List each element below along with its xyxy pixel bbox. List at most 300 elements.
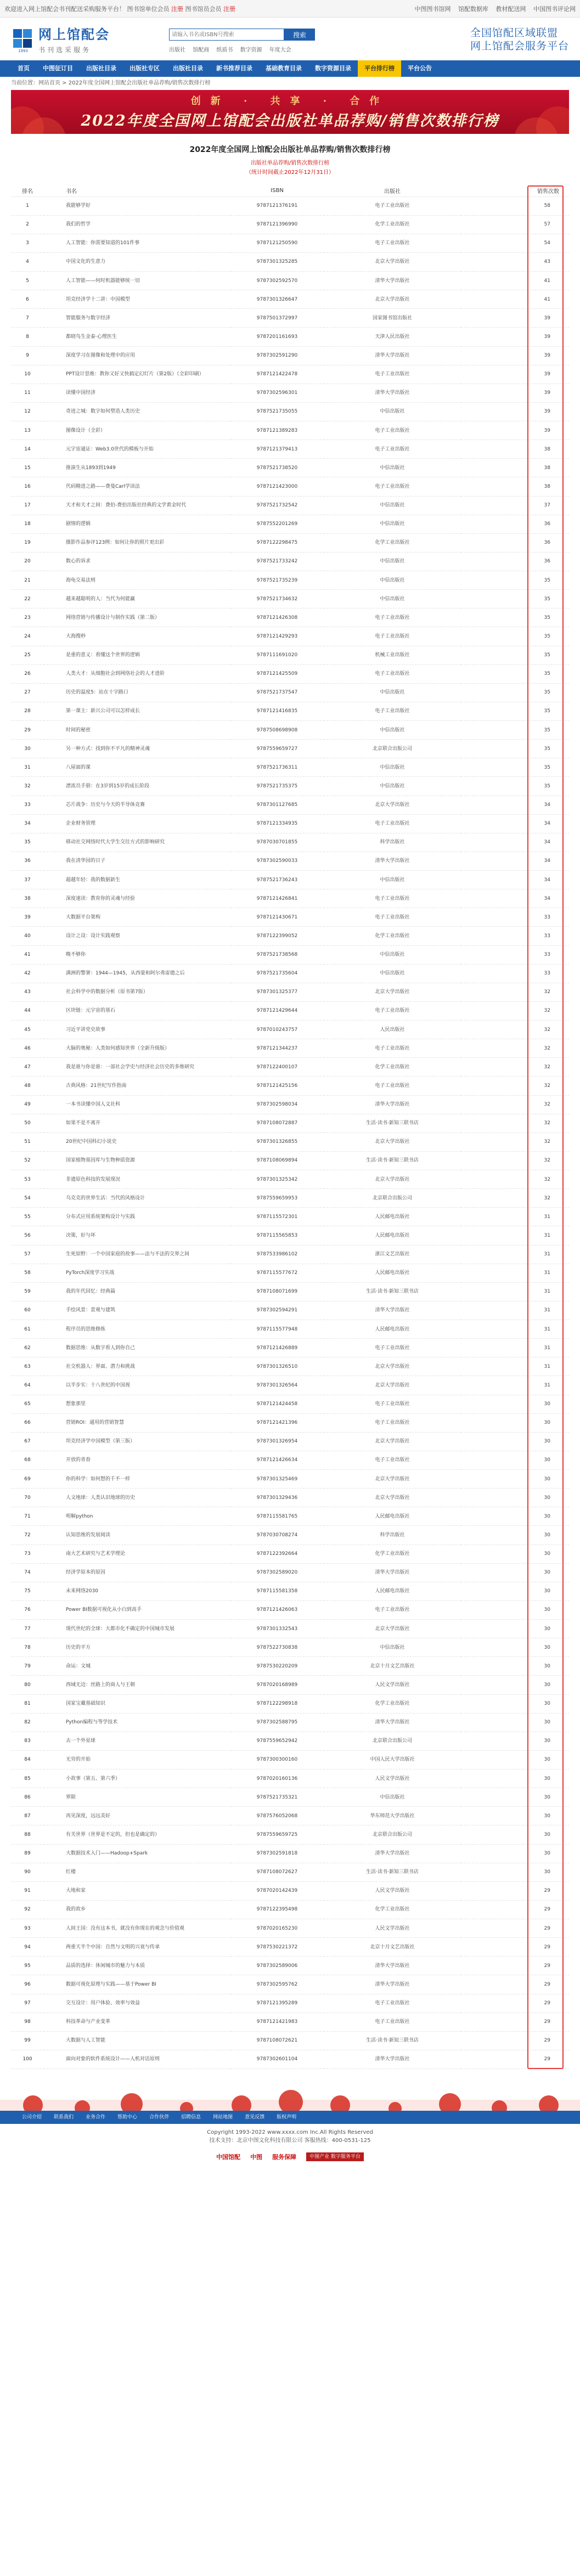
row-count: 30 bbox=[461, 1620, 569, 1638]
row-isbn: 9787121429293 bbox=[230, 627, 324, 646]
row-title[interactable]: 无穷的开始 bbox=[44, 1750, 230, 1769]
row-rank: 10 bbox=[11, 365, 44, 384]
row-title[interactable]: PyTorch深度学习实战 bbox=[44, 1264, 230, 1282]
table-row[interactable] bbox=[11, 1788, 569, 1807]
row-title[interactable]: 如果不是不离开 bbox=[44, 1114, 230, 1132]
row-title[interactable]: 开放的青春 bbox=[44, 1451, 230, 1469]
table-row[interactable] bbox=[11, 1507, 569, 1526]
row-title[interactable]: 大地和家 bbox=[44, 1881, 230, 1900]
hot-link-4[interactable]: 数字资源 bbox=[240, 47, 262, 53]
table-row[interactable] bbox=[11, 683, 569, 702]
table-row[interactable] bbox=[11, 889, 569, 908]
table-row[interactable] bbox=[11, 402, 569, 421]
row-title[interactable]: 都晓鸟生金泰·心理医生 bbox=[44, 328, 230, 346]
row-title[interactable]: 人文地球：人类认识地球的历史 bbox=[44, 1489, 230, 1507]
table-header-row bbox=[11, 185, 569, 196]
row-publisher: 中信出版社 bbox=[324, 945, 461, 964]
row-title[interactable]: 一本书读懂中国人文社科 bbox=[44, 1095, 230, 1114]
row-title[interactable]: 中国文化的生意力 bbox=[44, 252, 230, 271]
row-rank: 25 bbox=[11, 646, 44, 664]
table-row[interactable] bbox=[11, 1919, 569, 1938]
table-row[interactable] bbox=[11, 1357, 569, 1376]
row-rank: 8 bbox=[11, 328, 44, 346]
table-row[interactable] bbox=[11, 384, 569, 402]
table-row[interactable] bbox=[11, 664, 569, 683]
member-link-1[interactable]: 图书馆单位会员 bbox=[127, 5, 170, 13]
table-row[interactable] bbox=[11, 1301, 569, 1320]
table-row[interactable] bbox=[11, 1039, 569, 1058]
row-title[interactable]: 我的故乡 bbox=[44, 1900, 230, 1919]
row-title[interactable]: 人类大才：从细胞社会到网络社会的人才进阶 bbox=[44, 664, 230, 683]
table-row[interactable] bbox=[11, 1376, 569, 1395]
row-count: 30 bbox=[461, 1825, 569, 1844]
row-rank: 43 bbox=[11, 983, 44, 1001]
row-isbn: 9787108069894 bbox=[230, 1151, 324, 1170]
tech-support: 技术支持：北京中图文化科技有限公司 客服热线：400-0531-125 bbox=[209, 2138, 371, 2144]
row-title[interactable]: 大脑的奥秘：人类如何感知世界（全新升级版） bbox=[44, 1039, 230, 1058]
table-row[interactable] bbox=[11, 1170, 569, 1189]
row-title[interactable]: 读懂中国经济 bbox=[44, 384, 230, 402]
table-row[interactable] bbox=[11, 1151, 569, 1170]
footer-link-5[interactable]: 招聘信息 bbox=[181, 2115, 201, 2120]
row-title[interactable]: 元宇宙通证：Web3.0世代的模板与开始 bbox=[44, 440, 230, 459]
row-title[interactable]: 深度学习在图像和处理中的应用 bbox=[44, 346, 230, 365]
row-title[interactable]: 图像设计（全彩） bbox=[44, 421, 230, 440]
row-title[interactable]: 数据思维：从数字看人到你自己 bbox=[44, 1339, 230, 1357]
table-row[interactable] bbox=[11, 1545, 569, 1563]
row-title[interactable]: 设计之设：设计实践观察 bbox=[44, 927, 230, 945]
table-row[interactable] bbox=[11, 777, 569, 796]
footer-logo-4[interactable]: 中图产业 数字服务平台 bbox=[306, 2152, 364, 2161]
row-title[interactable]: 坦克经济学十二讲：中国模型 bbox=[44, 290, 230, 309]
table-row[interactable] bbox=[11, 1432, 569, 1451]
nav-item-7[interactable]: 数字资源目录 bbox=[315, 65, 351, 72]
row-title[interactable]: 超越年轻：我的数据新生 bbox=[44, 871, 230, 889]
row-title[interactable]: 我能够学好 bbox=[44, 196, 230, 215]
table-row[interactable] bbox=[11, 740, 569, 758]
row-title[interactable]: 推演生从1893到1949 bbox=[44, 459, 230, 477]
row-title[interactable]: 决策，好与坏 bbox=[44, 1226, 230, 1245]
nav-item-6[interactable]: 基础教育目录 bbox=[266, 65, 302, 72]
row-title[interactable]: 南大艺术研究与艺术学理论 bbox=[44, 1545, 230, 1563]
row-title[interactable]: 交互设计：用户体验、效率与效益 bbox=[44, 1994, 230, 2013]
row-title[interactable]: 人工智能：你需要知道的101件事 bbox=[44, 234, 230, 252]
footer-link-3[interactable]: 帮助中心 bbox=[117, 2115, 138, 2120]
row-title[interactable]: 分布式应用系统架构设计与实践 bbox=[44, 1208, 230, 1226]
nav-item-3[interactable]: 出版社专区 bbox=[129, 65, 160, 72]
row-rank: 80 bbox=[11, 1676, 44, 1694]
table-row[interactable] bbox=[11, 1058, 569, 1076]
row-isbn: 9787121426063 bbox=[230, 1600, 324, 1619]
row-title[interactable]: 20世纪中国科幻小说史 bbox=[44, 1132, 230, 1151]
table-row[interactable] bbox=[11, 234, 569, 252]
row-title[interactable]: 两重天半个中国：自然与文明的兴衰与传承 bbox=[44, 1938, 230, 1957]
nav-item-9[interactable]: 平台公告 bbox=[408, 65, 432, 72]
row-title[interactable]: 你的科学：如何想的千不一样 bbox=[44, 1470, 230, 1489]
table-row[interactable] bbox=[11, 1957, 569, 1975]
row-count: 36 bbox=[461, 533, 569, 552]
table-row[interactable] bbox=[11, 2031, 569, 2050]
table-row[interactable] bbox=[11, 1451, 569, 1469]
row-count: 32 bbox=[461, 1132, 569, 1151]
row-title[interactable]: 我的年代回忆：经典篇 bbox=[44, 1282, 230, 1301]
row-title[interactable]: 八屋面的课 bbox=[44, 758, 230, 777]
row-rank: 30 bbox=[11, 740, 44, 758]
hot-link-5[interactable]: 年度大会 bbox=[269, 47, 291, 53]
footer-link-8[interactable]: 版权声明 bbox=[277, 2115, 297, 2120]
row-publisher: 北京联合出版公司 bbox=[324, 1732, 461, 1750]
top-link-2[interactable]: 馆配数据库 bbox=[458, 5, 488, 13]
row-title[interactable]: 认知思维的发展阅读 bbox=[44, 1526, 230, 1545]
table-row[interactable] bbox=[11, 477, 569, 496]
row-title[interactable]: 手绘风景：景观与建筑 bbox=[44, 1301, 230, 1320]
row-isbn: 9787121250590 bbox=[230, 234, 324, 252]
row-title[interactable]: 程序员的思维修炼 bbox=[44, 1320, 230, 1339]
row-title[interactable]: 越来越聪明的人：当代为何能赢 bbox=[44, 590, 230, 608]
row-count: 29 bbox=[461, 1975, 569, 1994]
row-title[interactable]: 满洲的警署：1944—1945，从西蒙和阿尔弗雷德之后 bbox=[44, 964, 230, 983]
row-title[interactable]: 人工智能——何时机器能够统一切 bbox=[44, 272, 230, 290]
row-title[interactable]: 天才和天才之间：费伯-费伯出版社经典的文学黄金时代 bbox=[44, 496, 230, 515]
row-title[interactable]: 大数据技术入门——Hadoop+Spark bbox=[44, 1844, 230, 1863]
row-title[interactable]: 深度速读：教育你的灵魂与经验 bbox=[44, 889, 230, 908]
table-row[interactable] bbox=[11, 1114, 569, 1132]
table-row[interactable] bbox=[11, 1994, 569, 2013]
footer-link-7[interactable]: 意见反馈 bbox=[245, 2115, 265, 2120]
table-row[interactable] bbox=[11, 2013, 569, 2031]
row-title[interactable]: 社交机器人：界面、潜力和挑战 bbox=[44, 1357, 230, 1376]
row-title[interactable]: 数心的诉求 bbox=[44, 552, 230, 571]
row-rank: 65 bbox=[11, 1395, 44, 1413]
table-row[interactable] bbox=[11, 515, 569, 533]
table-row[interactable] bbox=[11, 1638, 569, 1657]
row-title[interactable]: 大海搜秒 bbox=[44, 627, 230, 646]
row-title[interactable]: 是重的意义：看懂这个世界的逻辑 bbox=[44, 646, 230, 664]
row-title[interactable]: 以半步实：十八世纪的中国视 bbox=[44, 1376, 230, 1395]
table-row[interactable] bbox=[11, 852, 569, 870]
row-isbn: 9787122298918 bbox=[230, 1694, 324, 1713]
table-row[interactable] bbox=[11, 328, 569, 346]
row-title[interactable]: 大数据平台架构 bbox=[44, 908, 230, 927]
row-isbn: 9787552201269 bbox=[230, 515, 324, 533]
row-title[interactable]: PPT设计思维：教你又好又快搞定幻灯片（第2版）（全彩印刷） bbox=[44, 365, 230, 384]
table-row[interactable] bbox=[11, 1245, 569, 1264]
row-title[interactable]: 红楼 bbox=[44, 1863, 230, 1881]
row-title[interactable]: 我在清华园的日子 bbox=[44, 852, 230, 870]
row-title[interactable]: 非遗原色科技的发展现况 bbox=[44, 1170, 230, 1189]
table-row[interactable] bbox=[11, 1282, 569, 1301]
nav-item-4[interactable]: 出版社目录 bbox=[173, 65, 203, 72]
nav-item-8[interactable]: 平台排行榜 bbox=[358, 60, 401, 77]
row-publisher: 生活·读书·新知三联书店 bbox=[324, 1282, 461, 1301]
footer-link-6[interactable]: 网站地图 bbox=[213, 2115, 233, 2120]
table-row[interactable] bbox=[11, 721, 569, 740]
row-title[interactable]: 历史的温度5：站在十字路口 bbox=[44, 683, 230, 702]
row-isbn: 9787121344237 bbox=[230, 1039, 324, 1058]
table-row[interactable] bbox=[11, 1713, 569, 1732]
row-count: 41 bbox=[461, 290, 569, 309]
table-row[interactable] bbox=[11, 215, 569, 234]
table-row[interactable] bbox=[11, 1975, 569, 1994]
table-row[interactable] bbox=[11, 1844, 569, 1863]
nav-item-0[interactable]: 首页 bbox=[18, 65, 30, 72]
footer-link-0[interactable]: 公司介绍 bbox=[22, 2115, 42, 2120]
row-rank: 3 bbox=[11, 234, 44, 252]
member-link-2[interactable]: 图书馆员会员 bbox=[185, 5, 222, 13]
row-rank: 98 bbox=[11, 2013, 44, 2031]
nav-item-1[interactable]: 中图征订目 bbox=[43, 65, 73, 72]
row-title[interactable]: 企业财务管理 bbox=[44, 814, 230, 833]
hot-link-2[interactable]: 馆配商 bbox=[193, 47, 210, 53]
table-row[interactable] bbox=[11, 421, 569, 440]
table-row[interactable] bbox=[11, 1489, 569, 1507]
row-title[interactable]: 人间王国：没有这本书，就没有你现在的观念与价值观 bbox=[44, 1919, 230, 1938]
row-title[interactable]: 奇迹之城：数字如何塑造人类历史 bbox=[44, 402, 230, 421]
table-row[interactable] bbox=[11, 272, 569, 290]
row-title[interactable]: 数据可视化原理与实践——基于Power BI bbox=[44, 1975, 230, 1994]
footer-logo-3[interactable]: 服务保障 bbox=[272, 2154, 297, 2161]
table-row[interactable] bbox=[11, 459, 569, 477]
table-row[interactable] bbox=[11, 496, 569, 515]
nav-item-2[interactable]: 出版社目录 bbox=[86, 65, 116, 72]
row-title[interactable]: 代码精进之路——费曼Carl学读法 bbox=[44, 477, 230, 496]
row-isbn: 9787521735239 bbox=[230, 571, 324, 590]
table-row[interactable] bbox=[11, 758, 569, 777]
row-title[interactable]: 国家植物基因库与生物种质资源 bbox=[44, 1151, 230, 1170]
page-subtitle: 出版社单品荐购/销售次数排行榜 bbox=[250, 160, 330, 166]
register-link-1[interactable]: 注册 bbox=[171, 5, 183, 13]
row-count: 30 bbox=[461, 1526, 569, 1545]
table-row[interactable] bbox=[11, 1657, 569, 1676]
table-row[interactable] bbox=[11, 796, 569, 814]
row-isbn: 9787122399052 bbox=[230, 927, 324, 945]
table-row[interactable] bbox=[11, 1320, 569, 1339]
row-count: 35 bbox=[461, 608, 569, 627]
row-title[interactable]: 历史的平方 bbox=[44, 1638, 230, 1657]
table-row[interactable] bbox=[11, 346, 569, 365]
table-row[interactable] bbox=[11, 627, 569, 646]
table-row[interactable] bbox=[11, 1582, 569, 1600]
row-title[interactable]: 我们的哲学 bbox=[44, 215, 230, 234]
row-title[interactable]: 未来网络2030 bbox=[44, 1582, 230, 1600]
table-row[interactable] bbox=[11, 196, 569, 215]
table-row[interactable] bbox=[11, 1676, 569, 1694]
row-title[interactable]: 再见深度，远远美好 bbox=[44, 1807, 230, 1825]
table-row[interactable] bbox=[11, 1526, 569, 1545]
row-title[interactable]: 现代世纪的全球：大都市化不确定的中国城市发展 bbox=[44, 1620, 230, 1638]
row-count: 32 bbox=[461, 1058, 569, 1076]
table-row[interactable] bbox=[11, 1095, 569, 1114]
row-title[interactable]: 移动社交网络时代大学生交往方式的影响研究 bbox=[44, 833, 230, 852]
row-title[interactable]: 乌克克的世界生活：当代的风格设计 bbox=[44, 1189, 230, 1208]
row-title[interactable]: 古典风格：21世纪写作指南 bbox=[44, 1076, 230, 1095]
table-row[interactable] bbox=[11, 1750, 569, 1769]
table-row[interactable] bbox=[11, 1881, 569, 1900]
row-isbn: 9787121426634 bbox=[230, 1451, 324, 1469]
row-publisher: 电子工业出版社 bbox=[324, 908, 461, 927]
row-title[interactable]: 区块链：元宇宙的基石 bbox=[44, 1001, 230, 1020]
row-isbn: 9787301332543 bbox=[230, 1620, 324, 1638]
row-title[interactable]: 剧情的逻辑 bbox=[44, 515, 230, 533]
footer-logo-1[interactable]: 中国馆配 bbox=[216, 2154, 241, 2161]
row-rank: 78 bbox=[11, 1638, 44, 1657]
table-row[interactable] bbox=[11, 1264, 569, 1282]
search-button[interactable]: 搜索 bbox=[284, 29, 315, 41]
table-row[interactable] bbox=[11, 533, 569, 552]
table-row[interactable] bbox=[11, 290, 569, 309]
table-row[interactable] bbox=[11, 646, 569, 664]
row-isbn: 9787121395289 bbox=[230, 1994, 324, 2013]
row-title[interactable]: 社会科学中的数据分析（原书第7版） bbox=[44, 983, 230, 1001]
row-title[interactable]: 另一种方式：找到你不平凡的精神灵魂 bbox=[44, 740, 230, 758]
table-row[interactable] bbox=[11, 1076, 569, 1095]
row-rank: 21 bbox=[11, 571, 44, 590]
row-title[interactable]: 我是谁与你是谁：一部社会学史与经济社会历史的多维研究 bbox=[44, 1058, 230, 1076]
table-row[interactable] bbox=[11, 1470, 569, 1489]
table-row[interactable] bbox=[11, 440, 569, 459]
top-link-1[interactable]: 中图图书馆网 bbox=[414, 5, 451, 13]
table-row[interactable] bbox=[11, 702, 569, 720]
row-title[interactable]: 晚不够你 bbox=[44, 945, 230, 964]
table-row[interactable] bbox=[11, 927, 569, 945]
row-title[interactable]: 网络营销与传播设计与制作实践（第二版） bbox=[44, 608, 230, 627]
hot-link-3[interactable]: 纸质书 bbox=[216, 47, 233, 53]
row-title[interactable]: 海龟交易法则 bbox=[44, 571, 230, 590]
row-publisher: 人民文学出版社 bbox=[324, 1919, 461, 1938]
row-rank: 17 bbox=[11, 496, 44, 515]
row-publisher: 化学工业出版社 bbox=[324, 1900, 461, 1919]
row-title[interactable]: 面向对象的软件系统设计——人机对话原则 bbox=[44, 2050, 230, 2068]
row-isbn: 9787121421983 bbox=[230, 2013, 324, 2031]
row-publisher: 化学工业出版社 bbox=[324, 1694, 461, 1713]
row-rank: 5 bbox=[11, 272, 44, 290]
table-row[interactable] bbox=[11, 252, 569, 271]
table-row[interactable] bbox=[11, 1769, 569, 1788]
footer-logo-2[interactable]: 中图 bbox=[250, 2154, 263, 2161]
table-row[interactable] bbox=[11, 552, 569, 571]
row-title[interactable]: 界限 bbox=[44, 1788, 230, 1807]
table-row[interactable] bbox=[11, 309, 569, 328]
search-input[interactable] bbox=[169, 29, 284, 41]
table-row[interactable] bbox=[11, 1863, 569, 1881]
table-row[interactable] bbox=[11, 1189, 569, 1208]
row-title[interactable]: 智能服务与数字经济 bbox=[44, 309, 230, 328]
row-title[interactable]: Power BI数据可视化从小白到高手 bbox=[44, 1600, 230, 1619]
table-row[interactable] bbox=[11, 964, 569, 983]
row-title[interactable]: 生死原野：一个中国家庭的故事——法与不法的交界之间 bbox=[44, 1245, 230, 1264]
row-title[interactable]: 第一课主：新兴公司可以怎样成长 bbox=[44, 702, 230, 720]
row-rank: 68 bbox=[11, 1451, 44, 1469]
footer-link-4[interactable]: 合作伙伴 bbox=[149, 2115, 170, 2120]
table-row[interactable] bbox=[11, 1825, 569, 1844]
row-title[interactable]: 想象那里 bbox=[44, 1395, 230, 1413]
table-row[interactable] bbox=[11, 814, 569, 833]
table-row[interactable] bbox=[11, 1001, 569, 1020]
table-row[interactable] bbox=[11, 833, 569, 852]
row-title[interactable]: 漂流员手册：在3岁到15岁的成长阶段 bbox=[44, 777, 230, 796]
row-title[interactable]: 坦克经济学中国模型（第三版） bbox=[44, 1432, 230, 1451]
row-isbn: 9787301326564 bbox=[230, 1376, 324, 1395]
footer-link-1[interactable]: 联系我们 bbox=[54, 2115, 74, 2120]
row-title[interactable]: 国家宝藏基础知识 bbox=[44, 1694, 230, 1713]
row-title[interactable]: 有关世界（世界是不定的，但也是确定的） bbox=[44, 1825, 230, 1844]
site-logo[interactable] bbox=[11, 24, 137, 54]
table-row[interactable] bbox=[11, 1900, 569, 1919]
row-title[interactable]: 时间的秘密 bbox=[44, 721, 230, 740]
row-rank: 100 bbox=[11, 2050, 44, 2068]
top-link-4[interactable]: 中国图书评论网 bbox=[533, 5, 576, 13]
table-row[interactable] bbox=[11, 571, 569, 590]
row-rank: 71 bbox=[11, 1507, 44, 1526]
nav-item-5[interactable]: 新书推荐目录 bbox=[216, 65, 252, 72]
row-isbn: 9787121426841 bbox=[230, 889, 324, 908]
row-publisher: 清华大学出版社 bbox=[324, 2050, 461, 2068]
table-row[interactable] bbox=[11, 2050, 569, 2068]
table-row[interactable] bbox=[11, 608, 569, 627]
footer-link-2[interactable]: 业务合作 bbox=[86, 2115, 106, 2120]
row-isbn: 9787121422478 bbox=[230, 365, 324, 384]
table-row[interactable] bbox=[11, 1226, 569, 1245]
top-link-3[interactable]: 教材配送网 bbox=[495, 5, 526, 13]
row-title[interactable]: 习近平讲党史故事 bbox=[44, 1021, 230, 1039]
hot-link-1[interactable]: 出版社 bbox=[169, 47, 185, 53]
row-publisher: 清华大学出版社 bbox=[324, 384, 461, 402]
row-title[interactable]: 摄影作品参评123例：如何让你的照片更出彩 bbox=[44, 533, 230, 552]
table-row[interactable] bbox=[11, 1807, 569, 1825]
table-row[interactable] bbox=[11, 908, 569, 927]
row-title[interactable]: 芯片战争：历史与今天的半导体竞赛 bbox=[44, 796, 230, 814]
table-row[interactable] bbox=[11, 945, 569, 964]
row-count: 30 bbox=[461, 1694, 569, 1713]
table-row[interactable] bbox=[11, 1021, 569, 1039]
row-title[interactable]: 科技革命与产业变革 bbox=[44, 2013, 230, 2031]
table-row[interactable] bbox=[11, 1694, 569, 1713]
table-row[interactable] bbox=[11, 1339, 569, 1357]
table-row[interactable] bbox=[11, 365, 569, 384]
row-title[interactable]: Python编程与等学技术 bbox=[44, 1713, 230, 1732]
row-title[interactable]: 去一个外星球 bbox=[44, 1732, 230, 1750]
row-publisher: 北京联合出版公司 bbox=[324, 1825, 461, 1844]
row-title[interactable]: 品质的选择：休闲城市的魅力与本质 bbox=[44, 1957, 230, 1975]
table-row[interactable] bbox=[11, 590, 569, 608]
table-row[interactable] bbox=[11, 1732, 569, 1750]
table-row[interactable] bbox=[11, 1600, 569, 1619]
row-title[interactable]: 经济学原本的原因 bbox=[44, 1563, 230, 1582]
row-rank: 40 bbox=[11, 927, 44, 945]
row-title[interactable]: 命运：文城 bbox=[44, 1657, 230, 1676]
register-link-2[interactable]: 注册 bbox=[223, 5, 235, 13]
row-count: 35 bbox=[461, 702, 569, 720]
row-count: 58 bbox=[461, 196, 569, 215]
table-row[interactable] bbox=[11, 1413, 569, 1432]
row-title[interactable]: 大数据与人工智能 bbox=[44, 2031, 230, 2050]
row-title[interactable]: 营销ROI：通用的营销智慧 bbox=[44, 1413, 230, 1432]
table-row[interactable] bbox=[11, 1395, 569, 1413]
table-row[interactable] bbox=[11, 983, 569, 1001]
row-title[interactable]: 西域无边：丝路上的商人与王朝 bbox=[44, 1676, 230, 1694]
table-row[interactable] bbox=[11, 1620, 569, 1638]
row-title[interactable]: 小故事（第五、第六季） bbox=[44, 1769, 230, 1788]
table-row[interactable] bbox=[11, 1208, 569, 1226]
row-publisher: 中信出版社 bbox=[324, 683, 461, 702]
row-isbn: 9787010243757 bbox=[230, 1021, 324, 1039]
row-title[interactable]: 明解python bbox=[44, 1507, 230, 1526]
table-row[interactable] bbox=[11, 1938, 569, 1957]
table-row[interactable] bbox=[11, 1132, 569, 1151]
table-row[interactable] bbox=[11, 871, 569, 889]
row-rank: 4 bbox=[11, 252, 44, 271]
table-row[interactable] bbox=[11, 1563, 569, 1582]
